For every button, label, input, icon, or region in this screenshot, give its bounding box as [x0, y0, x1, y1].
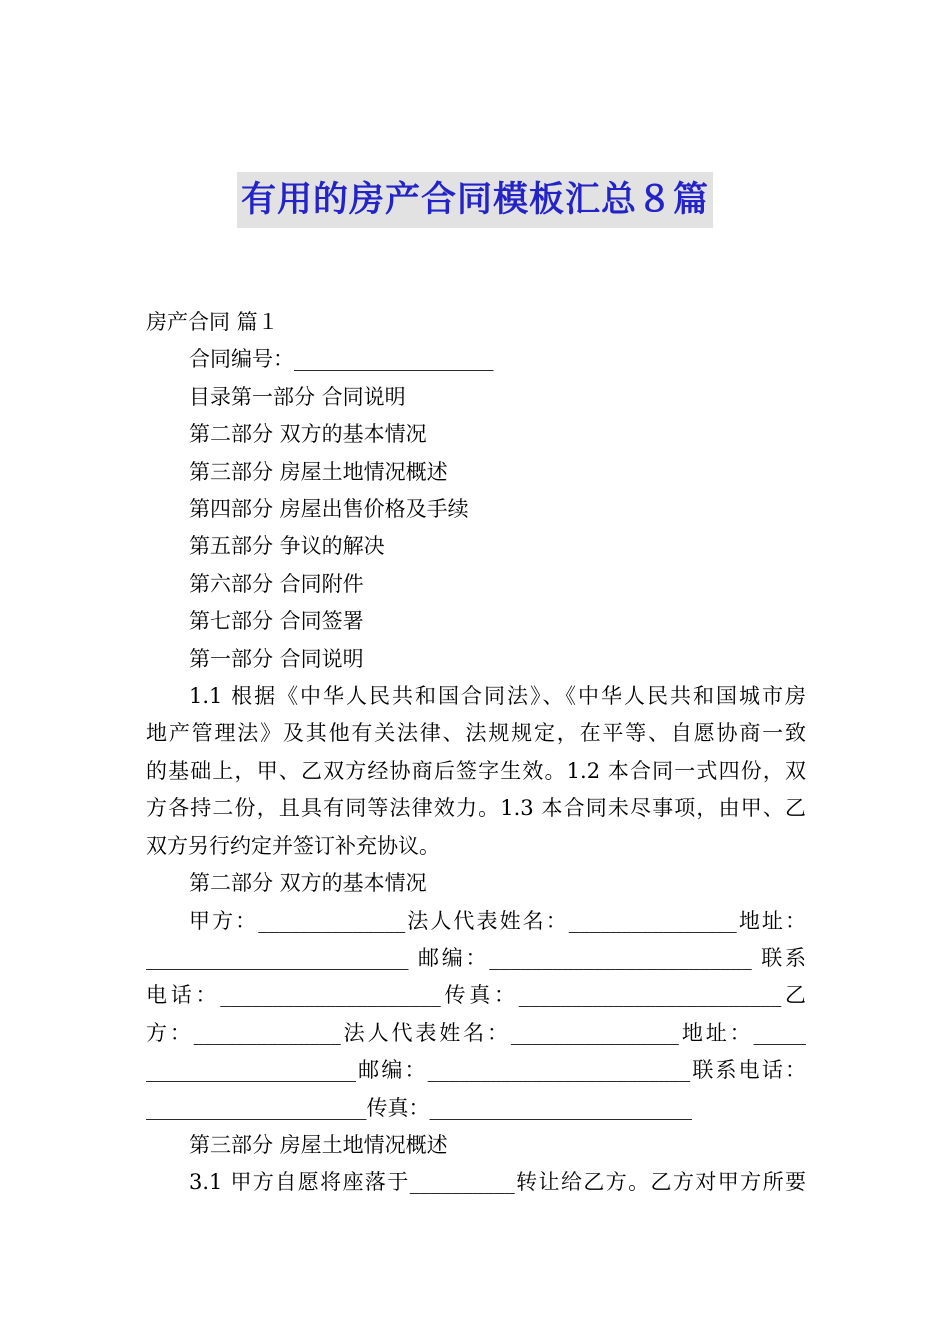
part2-paragraph	[146, 903, 806, 1127]
document-title: 有用的房产合同模板汇总８篇	[237, 172, 713, 228]
paragraph-line: 地产管理法》及其他有关法律、法规规定，在平等、自愿协商一致	[146, 721, 806, 746]
part1-paragraph	[146, 678, 806, 865]
paragraph-line: ____________________邮编：_________________________联系电话：	[146, 1058, 806, 1083]
section-heading: 房产合同 篇１	[146, 310, 279, 334]
toc-item: 第二部分 双方的基本情况	[189, 422, 427, 447]
toc-item: 目录第一部分 合同说明	[189, 384, 406, 409]
document-title-block	[0, 172, 950, 234]
paragraph-line: _________________________ 邮编：_________________________ 联系	[146, 945, 806, 970]
document-body	[146, 304, 806, 1202]
toc-item: 第六部分 合同附件	[189, 571, 364, 596]
toc-item: 第三部分 房屋土地情况概述	[189, 459, 448, 484]
part1-heading: 第一部分 合同说明	[189, 646, 364, 671]
paragraph-line: 甲方：______________法人代表姓名：________________地址：	[189, 908, 806, 933]
paragraph-line: 方各持二份，且具有同等法律效力。1.3 本合同未尽事项，由甲、乙	[146, 796, 806, 821]
paragraph-line: 方：______________法人代表姓名：________________地址：_____	[146, 1020, 806, 1045]
part3-heading: 第三部分 房屋土地情况概述	[189, 1132, 448, 1157]
paragraph-line: 双方另行约定并签订补充协议。	[146, 833, 440, 858]
contract-number-line: 合同编号：___________________	[189, 347, 494, 372]
paragraph-line: _____________________传真：_________________________	[146, 1095, 692, 1120]
toc-item: 第七部分 合同签署	[189, 609, 364, 634]
toc-item: 第五部分 争议的解决	[189, 534, 385, 559]
paragraph-line: 的基础上，甲、乙双方经协商后签字生效。1.2 本合同一式四份，双	[146, 758, 806, 783]
paragraph-line: 3.1 甲方自愿将座落于__________转让给乙方。乙方对甲方所要	[189, 1170, 806, 1195]
part3-paragraph	[146, 1164, 806, 1201]
paragraph-line: 电话：_____________________传真：_________________________乙	[146, 983, 806, 1008]
part2-heading: 第二部分 双方的基本情况	[189, 871, 427, 896]
toc-item: 第四部分 房屋出售价格及手续	[189, 497, 469, 522]
paragraph-line: 1.1 根据《中华人民共和国合同法》、《中华人民共和国城市房	[189, 684, 806, 709]
